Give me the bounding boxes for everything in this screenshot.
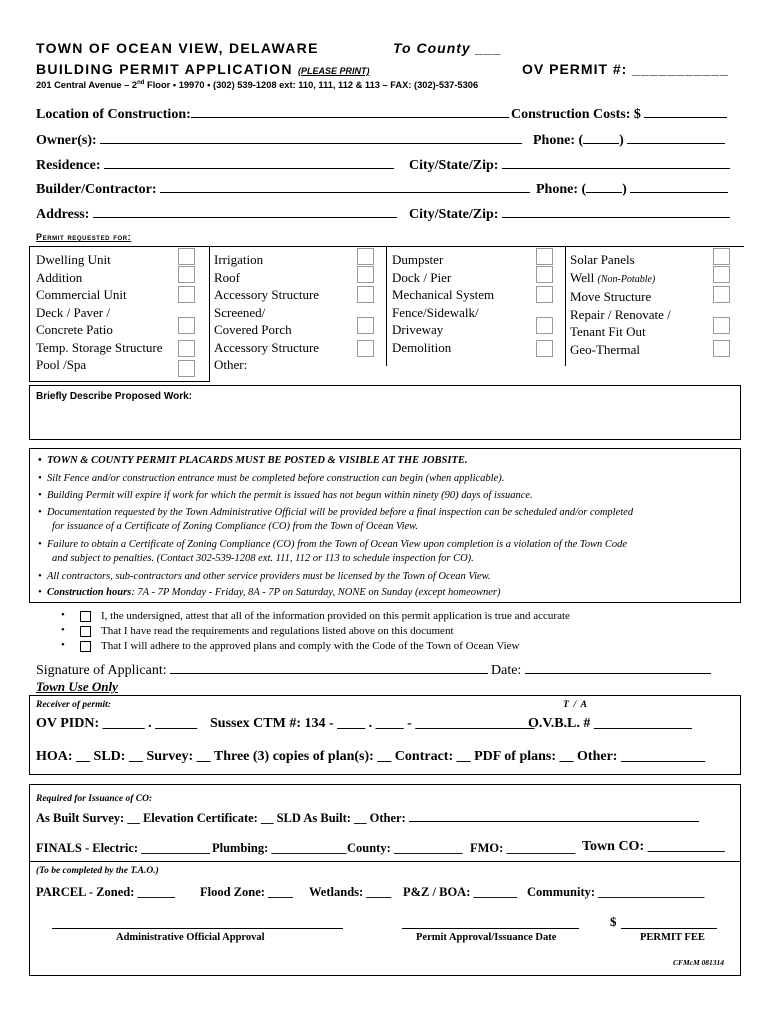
receiver-label: Receiver of permit: xyxy=(36,700,111,710)
checkbox-solar[interactable] xyxy=(713,248,730,265)
ov-pidn-field[interactable]: OV PIDN: ______ . ______ xyxy=(36,716,198,731)
notice-7: • Construction hours: 7A - 7P Monday - Friday, 8A - 7P on Saturday, NONE on Sunday (except homeowner) xyxy=(38,587,501,598)
signature-label: Signature of Applicant: xyxy=(36,663,167,678)
permit-option-move: Move Structure xyxy=(570,289,652,304)
checkbox-fence[interactable] xyxy=(536,317,553,334)
attest-checkbox-3[interactable] xyxy=(80,641,91,652)
permit-number-field[interactable]: OV PERMIT #: ___________ xyxy=(522,61,729,77)
permit-option-temp-storage: Temp. Storage Structure xyxy=(36,339,163,355)
residence-field[interactable] xyxy=(36,156,394,174)
residence-city-field[interactable] xyxy=(409,156,730,174)
admin-approval-line[interactable] xyxy=(52,928,343,929)
town-co-field[interactable]: Town CO: ___________ xyxy=(582,839,725,854)
permit-option-irrigation: Irrigation xyxy=(214,252,264,267)
checkbox-addition[interactable] xyxy=(178,266,195,283)
checkbox-dock[interactable] xyxy=(536,266,553,283)
permit-requested-heading: Permit requested for: xyxy=(36,232,132,242)
notice-6-text: All contractors, sub-contractors and other service providers must be licensed by the Town of Ocean View. xyxy=(46,571,491,582)
checkbox-accessory[interactable] xyxy=(357,286,374,303)
permit-option-mechanical: Mechanical System xyxy=(392,287,495,302)
checkbox-well[interactable] xyxy=(713,266,730,283)
notice-7-label: Construction hours xyxy=(46,587,132,598)
application-title xyxy=(36,61,369,77)
checkbox-screened[interactable] xyxy=(357,317,374,334)
checkbox-deck[interactable] xyxy=(178,317,195,334)
flood-zone-field[interactable]: Flood Zone: ____ xyxy=(200,885,294,899)
checkbox-mechanical[interactable] xyxy=(536,286,553,303)
location-label: Location of Construction: xyxy=(36,107,191,122)
checkbox-roof[interactable] xyxy=(357,266,374,283)
approval-date-label: Permit Approval/Issuance Date xyxy=(416,932,557,943)
notice-3: • Building Permit will expire if work for which the permit is issued has not begun within ninety (90) days of issuance. xyxy=(38,490,533,501)
county-field[interactable]: County: ___________ xyxy=(347,841,463,855)
residence-label: Residence: xyxy=(36,158,101,173)
checkbox-temp-storage[interactable] xyxy=(178,340,195,357)
well-note: (Non-Potable) xyxy=(597,273,656,285)
permit-fee-label: PERMIT FEE xyxy=(640,932,705,943)
notice-5-text-a: Failure to obtain a Certificate of Zoning Compliance (CO) from the Town of Ocean View upon completion is a violation of the Town Code xyxy=(46,539,628,550)
permit-option-dock: Dock / Pier xyxy=(392,269,452,285)
notice-4: • Documentation requested by the Town Administrative Official will be provided before a final inspection can be scheduled and/or completed xyxy=(38,507,634,518)
co-row1[interactable] xyxy=(36,809,699,826)
permit-option-demolition: Demolition xyxy=(392,339,452,355)
permit-option-tenant: Tenant Fit Out xyxy=(570,324,646,339)
permit-col2 xyxy=(214,251,319,374)
permit-col1 xyxy=(36,251,163,374)
checkbox-commercial[interactable] xyxy=(178,286,195,303)
builder-label: Builder/Contractor: xyxy=(36,182,157,197)
attest-bullet-1: • xyxy=(61,609,65,621)
permit-fee-line[interactable] xyxy=(621,928,717,929)
construction-costs-field[interactable] xyxy=(511,105,727,123)
permit-option-fence: Fence/Sidewalk/ xyxy=(392,304,479,320)
permit-option-other: Other: xyxy=(214,357,248,372)
address-field[interactable] xyxy=(36,205,397,223)
signature-date-label: Date: xyxy=(491,663,522,678)
builder-phone-field[interactable]: Phone: ( ) xyxy=(536,180,728,198)
pz-boa-field[interactable]: P&Z / BOA: _______ xyxy=(403,885,518,899)
notice-5b: and subject to penalties. (Contact 302-539-1208 ext. 111, 112 or 113 to schedule inspection for CO). xyxy=(52,553,474,564)
notice-2: • Silt Fence and/or construction entrance must be completed before construction can begin (when applicable). xyxy=(38,473,505,484)
builder-contractor-field[interactable] xyxy=(36,180,530,198)
fmo-field[interactable]: FMO: ___________ xyxy=(470,841,576,855)
attest-bullet-3: • xyxy=(61,639,65,651)
permit-option-dwelling: Dwelling Unit xyxy=(36,252,111,267)
community-field[interactable]: Community: _________________ xyxy=(527,885,705,899)
sussex-ctm-field[interactable]: Sussex CTM #: 134 - ____ . ____ - _________________ xyxy=(210,716,535,731)
notice-3-text: Building Permit will expire if work for which the permit is issued has not begun within ninety (90) days of issuance. xyxy=(46,490,533,501)
permit-option-roof: Roof xyxy=(214,269,240,285)
parcel-zoned-field[interactable]: PARCEL - Zoned: ______ xyxy=(36,885,176,899)
permit-option-patio: Concrete Patio xyxy=(36,322,113,337)
signature-date-field[interactable] xyxy=(491,661,711,679)
notice-1-text: TOWN & COUNTY PERMIT PLACARDS MUST BE POSTED & VISIBLE AT THE JOBSITE. xyxy=(46,455,468,466)
owners-field[interactable] xyxy=(36,131,522,149)
permit-option-accessory: Accessory Structure xyxy=(214,287,320,302)
location-of-construction-field[interactable] xyxy=(36,105,509,123)
checkbox-repair[interactable] xyxy=(713,317,730,334)
phone2-label: Phone: ( xyxy=(536,182,587,197)
attest-text-3: That I will adhere to the approved plans and comply with the Code of the Town of Ocean View xyxy=(101,640,520,652)
permit-col3 xyxy=(392,251,494,356)
notice-2-text: Silt Fence and/or construction entrance must be completed before construction can begin (when applicable). xyxy=(46,473,505,484)
builder-city-field[interactable] xyxy=(409,205,730,223)
notice-6: • All contractors, sub-contractors and other service providers must be licensed by the Town of Ocean View. xyxy=(38,571,491,582)
plumbing-field[interactable]: Plumbing: ____________ xyxy=(212,841,347,855)
costs-label: Construction Costs: $ xyxy=(511,107,641,122)
describe-work-label: Briefly Describe Proposed Work: xyxy=(36,391,192,402)
ovbl-field[interactable]: O.V.B.L. # ______________ xyxy=(528,716,692,731)
checklist-row[interactable]: HOA: __ SLD: __ Survey: __ Three (3) copies of plan(s): __ Contract: __ PDF of plans: __ Other: ____________ xyxy=(36,749,705,764)
describe-work-box[interactable] xyxy=(29,385,741,440)
fee-dollar-sign: $ xyxy=(610,914,617,929)
address-sup: nd xyxy=(137,80,145,86)
permit-option-geothermal: Geo-Thermal xyxy=(570,341,641,357)
notice-7-text: : 7A - 7P Monday - Friday, 8A - 7P on Saturday, NONE on Sunday (except homeowner) xyxy=(131,587,501,598)
to-county-label: To County ___ xyxy=(393,40,502,56)
attest-text-1: I, the undersigned, attest that all of the information provided on this permit application is true and accurate xyxy=(101,610,570,622)
application-title-text: BUILDING PERMIT APPLICATION xyxy=(36,61,293,77)
checkbox-pool[interactable] xyxy=(178,360,195,377)
permit-option-accessory-2: Accessory Structure xyxy=(214,339,320,355)
phone1-label: Phone: ( xyxy=(533,133,584,148)
signature-field[interactable] xyxy=(36,661,488,679)
checkbox-demolition[interactable] xyxy=(536,340,553,357)
permit-option-deck: Deck / Paver / xyxy=(36,304,111,320)
permit-option-repair: Repair / Renovate / xyxy=(570,306,671,322)
town-title: TOWN OF OCEAN VIEW, DELAWARE xyxy=(36,40,319,56)
checkbox-irrigation[interactable] xyxy=(357,248,374,265)
checkbox-dumpster[interactable] xyxy=(536,248,553,265)
notice-4-text-a: Documentation requested by the Town Administrative Official will be provided before a final inspection can be scheduled and/or completed xyxy=(46,507,634,518)
address-pre: 201 Central Avenue – 2 xyxy=(36,80,138,91)
checkbox-accessory-2[interactable] xyxy=(357,340,374,357)
attest-checkbox-1[interactable] xyxy=(80,611,91,622)
town-use-heading: Town Use Only xyxy=(36,679,118,694)
permit-option-solar: Solar Panels xyxy=(570,252,635,267)
attest-checkbox-2[interactable] xyxy=(80,626,91,637)
address-label: Address: xyxy=(36,207,90,222)
finals-electric-field[interactable]: FINALS - Electric: ___________ xyxy=(36,841,210,855)
permit-option-commercial: Commercial Unit xyxy=(36,287,127,302)
permit-option-addition: Addition xyxy=(36,269,83,285)
notice-4b: for issuance of a Certificate of Zoning Compliance (CO) from the Town of Ocean View. xyxy=(52,521,419,532)
tao-note: (To be completed by the T.A.O.) xyxy=(36,866,159,876)
form-code: CFMcM 081314 xyxy=(673,958,725,967)
city2-label: City/State/Zip: xyxy=(409,207,499,222)
permit-option-porch: Covered Porch xyxy=(214,322,292,337)
attest-text-2: That I have read the requirements and regulations listed above on this document xyxy=(101,625,454,637)
permit-option-driveway: Driveway xyxy=(392,322,444,337)
checkbox-move[interactable] xyxy=(713,286,730,303)
wetlands-field[interactable]: Wetlands: ____ xyxy=(309,885,392,899)
approval-date-line[interactable] xyxy=(402,928,579,929)
ta-label: T / A xyxy=(563,700,587,710)
admin-approval-label: Administrative Official Approval xyxy=(116,932,265,943)
address-post: Floor • 19970 • (302) 539-1208 ext: 110, 111, 112 & 113 – FAX: (302)-537-5306 xyxy=(144,80,479,91)
city1-label: City/State/Zip: xyxy=(409,158,499,173)
required-co-label: Required for Issuance of CO: xyxy=(36,794,153,804)
permit-option-well xyxy=(570,269,671,289)
please-print-note: (PLEASE PRINT) xyxy=(297,66,370,76)
owner-phone-field[interactable]: Phone: ( ) xyxy=(533,131,725,149)
co-divider xyxy=(29,861,741,862)
notice-1: • TOWN & COUNTY PERMIT PLACARDS MUST BE POSTED & VISIBLE AT THE JOBSITE. xyxy=(38,455,468,466)
permit-option-screened: Screened/ xyxy=(214,304,266,320)
owners-label: Owner(s): xyxy=(36,133,97,148)
co-row1-text: As Built Survey: __ Elevation Certificate: __ SLD As Built: __ Other: xyxy=(36,811,406,825)
permit-col4 xyxy=(570,251,671,358)
permit-option-pool: Pool /Spa xyxy=(36,357,87,372)
checkbox-geothermal[interactable] xyxy=(713,340,730,357)
attest-bullet-2: • xyxy=(61,624,65,636)
town-address xyxy=(36,80,478,90)
permit-option-dumpster: Dumpster xyxy=(392,252,444,267)
well-label: Well xyxy=(570,269,598,285)
checkbox-dwelling[interactable] xyxy=(178,248,195,265)
notice-5: • Failure to obtain a Certificate of Zoning Compliance (CO) from the Town of Ocean View upon completion is a violation of the Town Code xyxy=(38,539,628,550)
